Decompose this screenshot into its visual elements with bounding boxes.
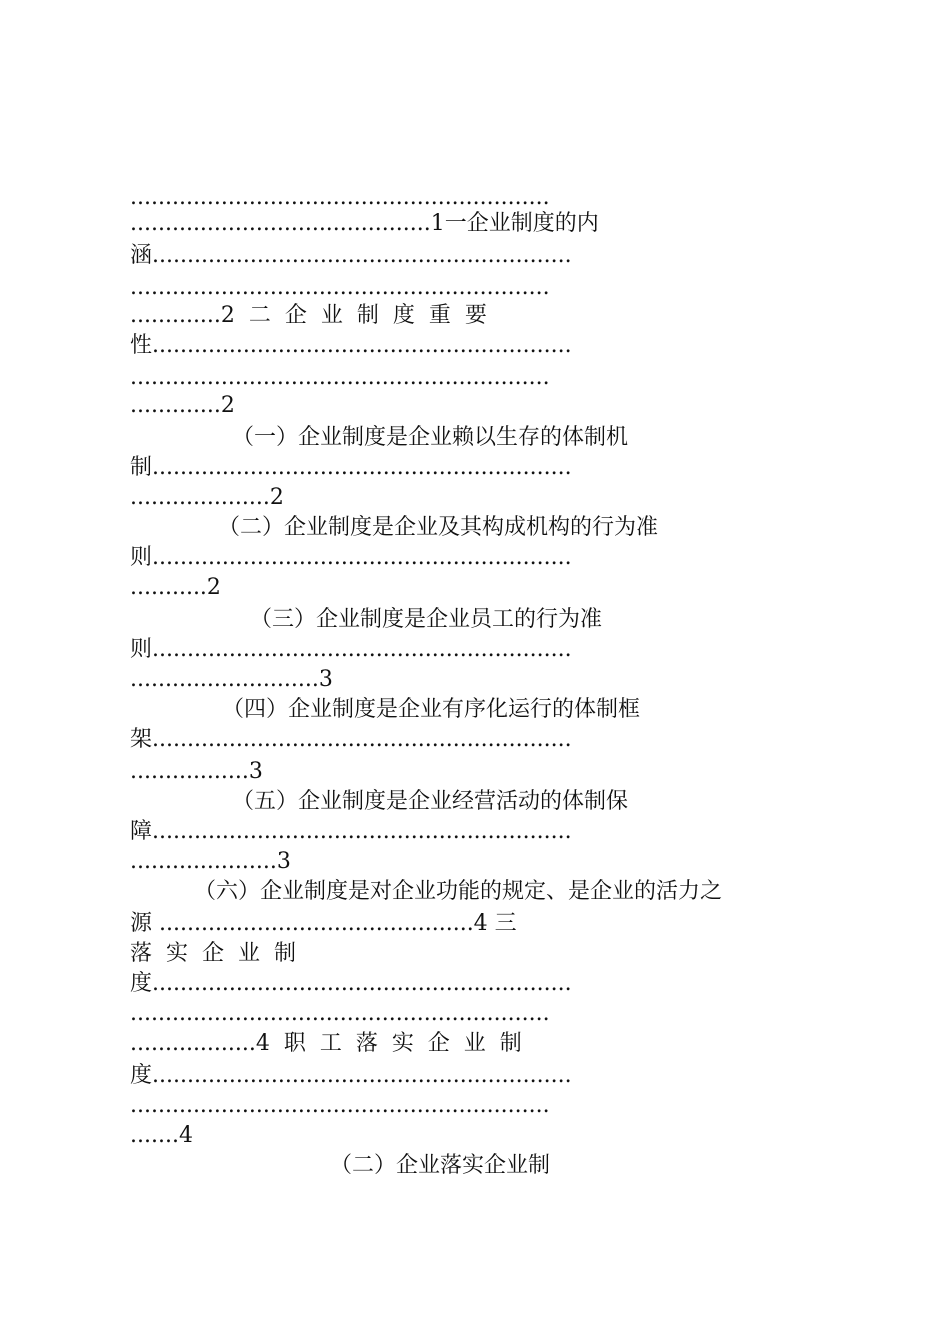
toc-line: ............................................................ bbox=[130, 1093, 550, 1118]
toc-line: （五）企业制度是企业经营活动的体制保 bbox=[232, 789, 629, 814]
toc-line: （三）企业制度是企业员工的行为准 bbox=[250, 607, 603, 632]
toc-line: .....................3 bbox=[130, 849, 291, 874]
toc-line: （二）企业制度是企业及其构成机构的行为准 bbox=[218, 515, 659, 540]
toc-line: ..................4 职 工 落 实 企 业 制 bbox=[130, 1031, 522, 1056]
toc-line: 源 .............................................4 三 bbox=[130, 911, 517, 936]
toc-line: ............................................................ bbox=[130, 185, 550, 210]
toc-line: 度............................................................ bbox=[130, 971, 572, 996]
toc-line: .................3 bbox=[130, 759, 263, 784]
toc-line: .......4 bbox=[130, 1123, 193, 1148]
toc-line: 制............................................................ bbox=[130, 455, 572, 480]
toc-line: ............................................................ bbox=[130, 365, 550, 390]
toc-line: 性............................................................ bbox=[130, 333, 572, 358]
toc-line: ...........................3 bbox=[130, 667, 333, 692]
toc-line: ...........................................1一企业制度的内 bbox=[130, 211, 599, 236]
toc-line: 则............................................................ bbox=[130, 545, 572, 570]
toc-line: 落 实 企 业 制 bbox=[130, 941, 296, 966]
toc-line: 涵............................................................ bbox=[130, 243, 572, 268]
toc-line: .............2 bbox=[130, 393, 235, 418]
toc-line: ...........2 bbox=[130, 575, 221, 600]
toc-line: 架............................................................ bbox=[130, 727, 572, 752]
toc-line: （二）企业落实企业制 bbox=[330, 1153, 551, 1178]
toc-line: ............................................................ bbox=[130, 275, 550, 300]
toc-line: 则............................................................ bbox=[130, 637, 572, 662]
toc-line: （一）企业制度是企业赖以生存的体制机 bbox=[232, 425, 629, 450]
toc-line: 度............................................................ bbox=[130, 1063, 572, 1088]
toc-line: .............2 二 企 业 制 度 重 要 bbox=[130, 303, 487, 328]
toc-line: 障............................................................ bbox=[130, 819, 572, 844]
toc-line: ....................2 bbox=[130, 485, 284, 510]
toc-line: （四）企业制度是企业有序化运行的体制框 bbox=[222, 697, 641, 722]
toc-line: ............................................................ bbox=[130, 1001, 550, 1026]
toc-line: （六）企业制度是对企业功能的规定、是企业的活力之 bbox=[194, 879, 723, 904]
